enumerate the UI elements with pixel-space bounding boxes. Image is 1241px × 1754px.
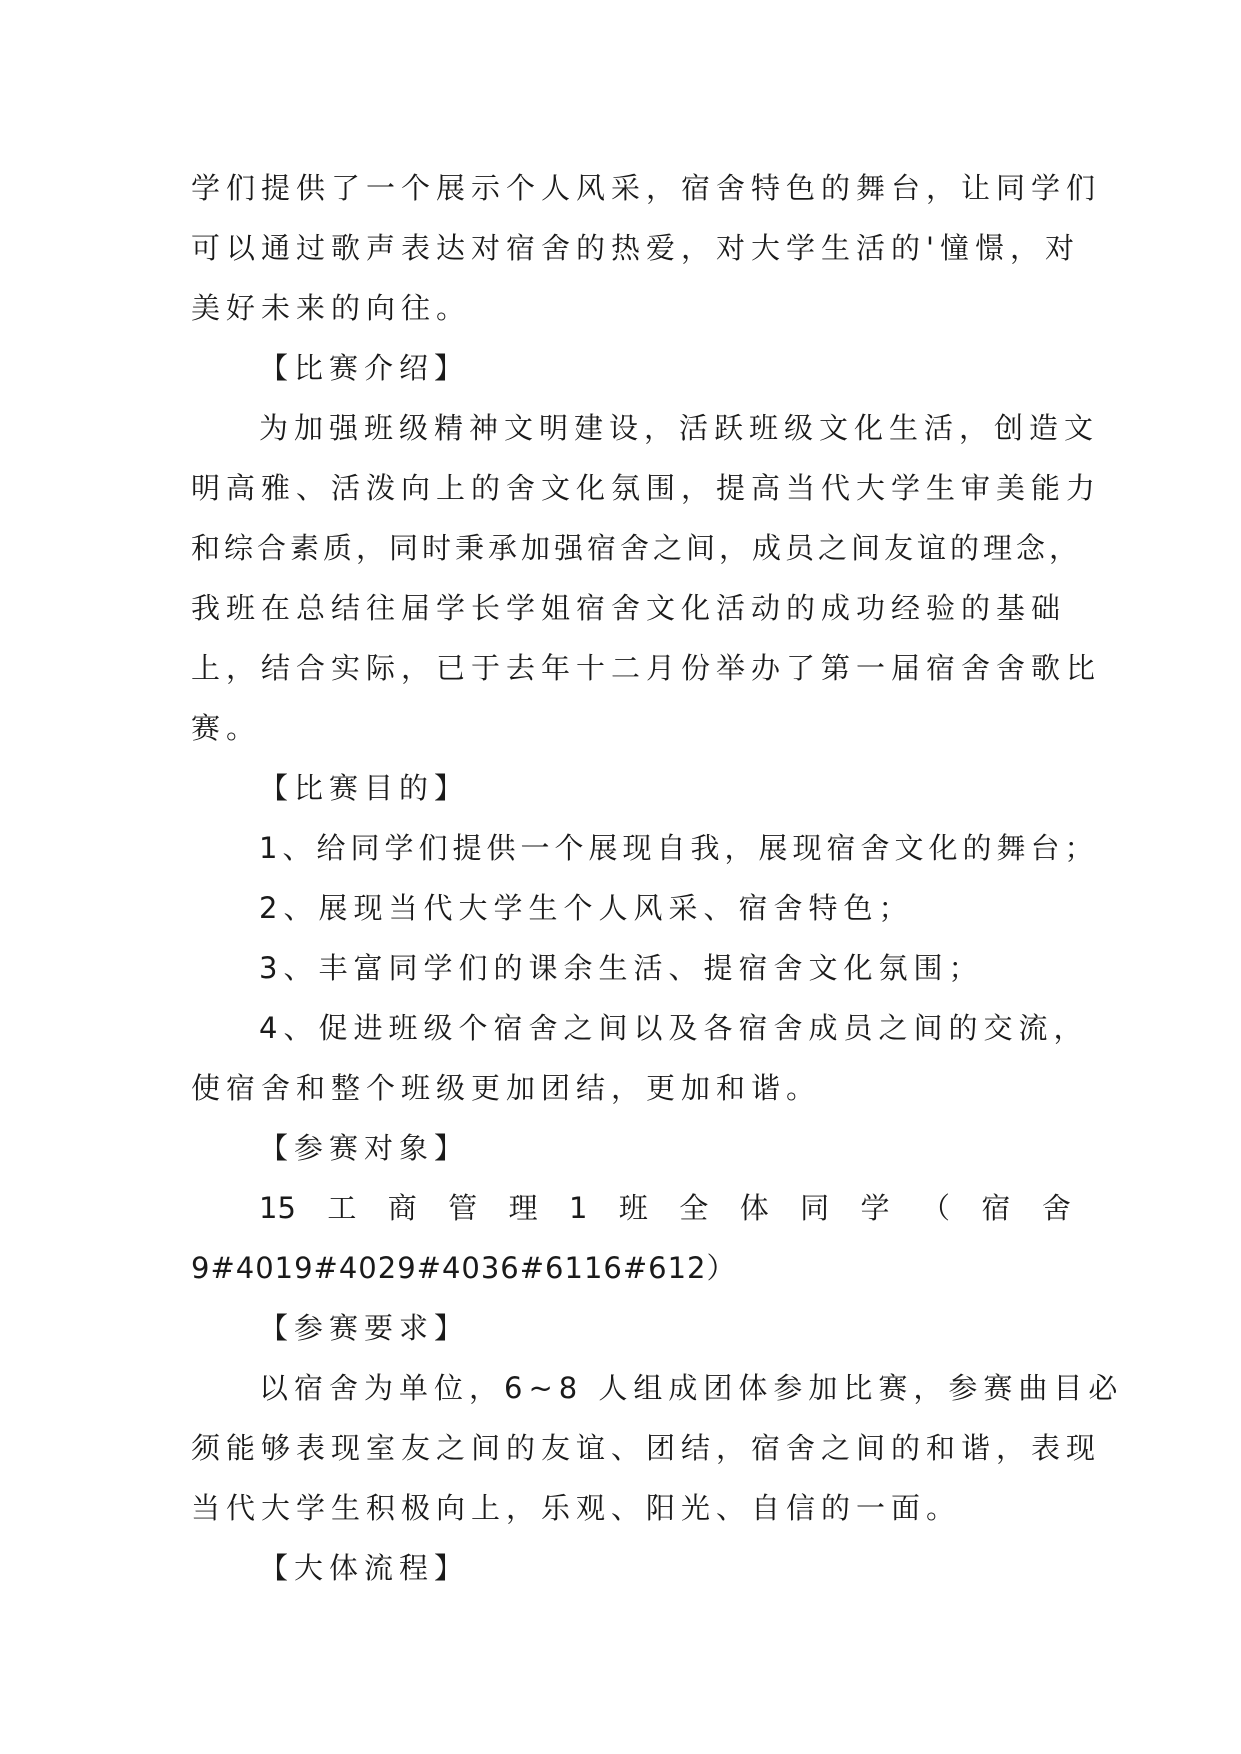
justified-token: 1 — [569, 1191, 588, 1225]
section-heading: 【比赛目的】 — [259, 771, 470, 805]
justified-token: 全 — [679, 1191, 709, 1225]
paragraph-line: 和综合素质，同时秉承加强宿舍之间，成员之间友谊的理念， — [191, 531, 1083, 565]
justified-token: 同 — [800, 1191, 830, 1225]
justified-token: 15 — [259, 1191, 296, 1225]
paragraph-line: 我班在总结往届学长学姐宿舍文化活动的成功经验的基础 — [191, 591, 1067, 625]
document-body — [191, 158, 1124, 1598]
section-heading: 【参赛要求】 — [259, 1311, 470, 1345]
paragraph-line: 赛。 — [191, 711, 262, 745]
section-heading: 【比赛介绍】 — [259, 351, 470, 385]
paragraph-line: 9#4019#4029#4036#6116#612） — [191, 1251, 737, 1285]
paragraph-line: 明高雅、活泼向上的舍文化氛围，提高当代大学生审美能力 — [191, 471, 1102, 505]
list-item: 2、展现当代大学生个人风采、宿舍特色； — [259, 891, 914, 925]
paragraph-line: 使宿舍和整个班级更加团结，更加和谐。 — [191, 1071, 822, 1105]
justified-token: 宿 — [981, 1191, 1011, 1225]
paragraph-line: 可以通过歌声表达对宿舍的热爱，对大学生活的'憧憬，对 — [191, 231, 1080, 265]
justified-token: 学 — [860, 1191, 890, 1225]
section-heading: 【大体流程】 — [259, 1551, 470, 1585]
justified-token: 舍 — [1041, 1191, 1071, 1225]
list-item: 3、丰富同学们的课余生活、提宿舍文化氛围； — [259, 951, 984, 985]
justified-token: 班 — [618, 1191, 648, 1225]
paragraph-line: 上，结合实际，已于去年十二月份举办了第一届宿舍舍歌比 — [191, 651, 1102, 685]
paragraph-line: 当代大学生积极向上，乐观、阳光、自信的一面。 — [191, 1491, 962, 1525]
section-heading: 【参赛对象】 — [259, 1131, 470, 1165]
paragraph-line: 以宿舍为单位，6~8 人组成团体参加比赛，参赛曲目必 — [259, 1371, 1124, 1405]
justified-token: 商 — [387, 1191, 417, 1225]
paragraph-line: 为加强班级精神文明建设，活跃班级文化生活，创造文 — [259, 411, 1100, 445]
justified-token: 管 — [448, 1191, 478, 1225]
justified-token: 体 — [739, 1191, 769, 1225]
justified-token: （ — [920, 1191, 950, 1225]
paragraph-line: 须能够表现室友之间的友谊、团结，宿舍之间的和谐，表现 — [191, 1431, 1102, 1465]
paragraph-line: 学们提供了一个展示个人风采，宿舍特色的舞台，让同学们 — [191, 171, 1102, 205]
paragraph-line: 美好未来的向往。 — [191, 291, 472, 325]
justified-token: 工 — [327, 1191, 357, 1225]
justified-token: 理 — [508, 1191, 538, 1225]
list-item: 4、促进班级个宿舍之间以及各宿舍成员之间的交流， — [259, 1011, 1089, 1045]
justified-line — [191, 1178, 1071, 1238]
list-item: 1、给同学们提供一个展现自我，展现宿舍文化的舞台； — [259, 831, 1099, 865]
